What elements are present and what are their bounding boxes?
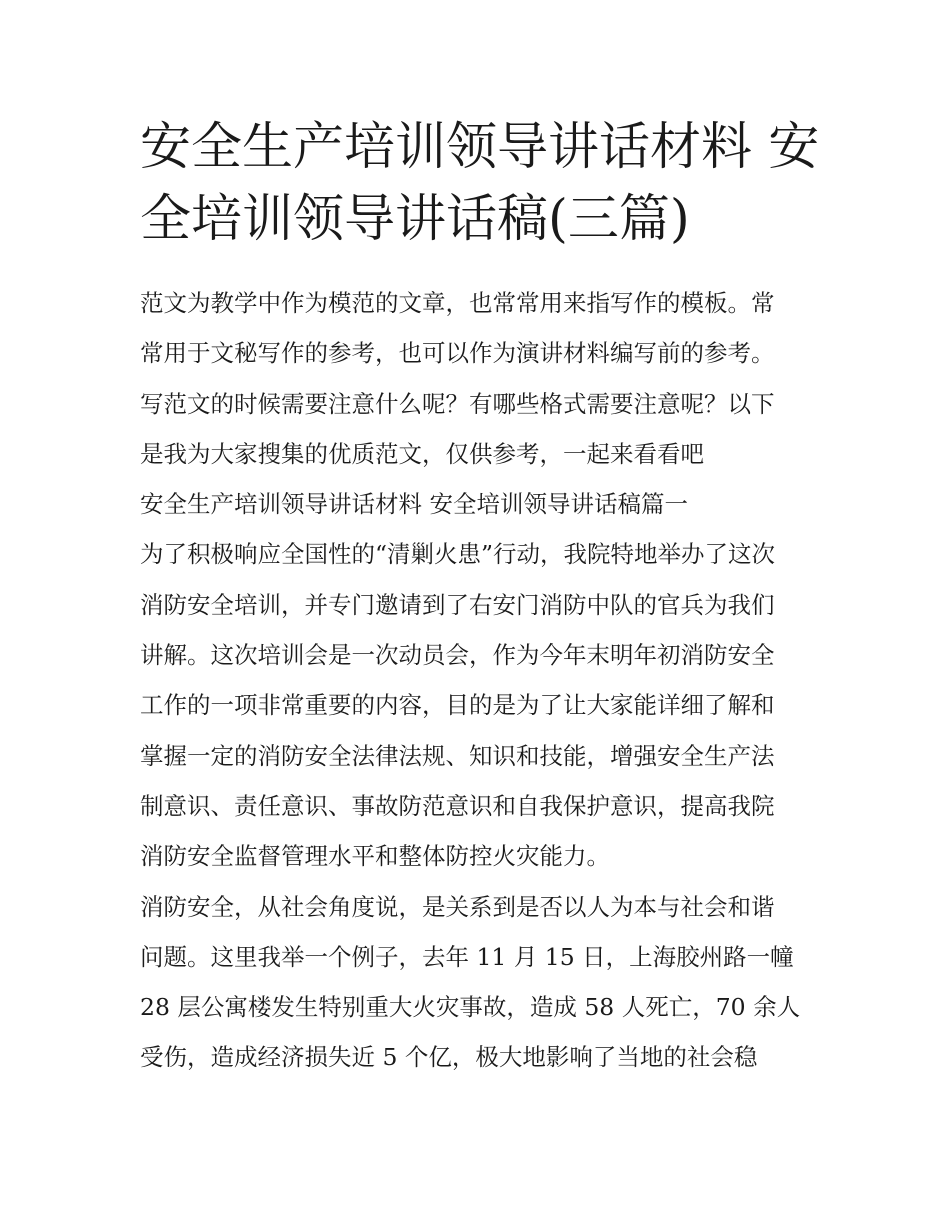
paragraph-line: 受伤，造成经济损失近 5 个亿，极大地影响了当地的社会稳 [140, 1043, 758, 1072]
paragraph-line: 掌握一定的消防安全法律法规、知识和技能，增强安全生产法 [140, 741, 775, 770]
paragraph-line: 制意识、责任意识、事故防范意识和自我保护意识，提高我院 [140, 791, 775, 820]
document-body [140, 278, 820, 1083]
intro-line: 是我为大家搜集的优质范文，仅供参考，一起来看看吧 [140, 439, 704, 468]
paragraph-line: 工作的一项非常重要的内容，目的是为了让大家能详细了解和 [140, 691, 775, 720]
section-heading: 安全生产培训领导讲话材料 安全培训领导讲话稿篇一 [140, 490, 688, 519]
document-title [140, 112, 820, 256]
title-line: 全培训领导讲话稿(三篇) [140, 190, 690, 249]
paragraph-line: 28 层公寓楼发生特别重大火灾事故，造成 58 人死亡，70 余人 [140, 993, 801, 1022]
intro-line: 常用于文秘写作的参考，也可以作为演讲材料编写前的参考。 [140, 339, 775, 368]
paragraph-line: 讲解。这次培训会是一次动员会，作为今年末明年初消防安全 [140, 641, 775, 670]
paragraph-line: 消防安全监督管理水平和整体防控火灾能力。 [140, 842, 610, 871]
paragraph-line: 消防安全培训，并专门邀请到了右安门消防中队的官兵为我们 [140, 590, 775, 619]
intro-line: 写范文的时候需要注意什么呢？有哪些格式需要注意呢？以下 [140, 389, 775, 418]
intro-line: 范文为教学中作为模范的文章，也常常用来指写作的模板。常 [140, 289, 775, 317]
paragraph-line: 为了积极响应全国性的“清剿火患”行动，我院特地举办了这次 [140, 540, 776, 569]
title-line: 安全生产培训领导讲话材料 安 [140, 118, 820, 177]
paragraph-line: 消防安全，从社会角度说，是关系到是否以人为本与社会和谐 [140, 892, 775, 921]
paragraph-line: 问题。这里我举一个例子，去年 11 月 15 日，上海胶州路一幢 [140, 942, 794, 971]
